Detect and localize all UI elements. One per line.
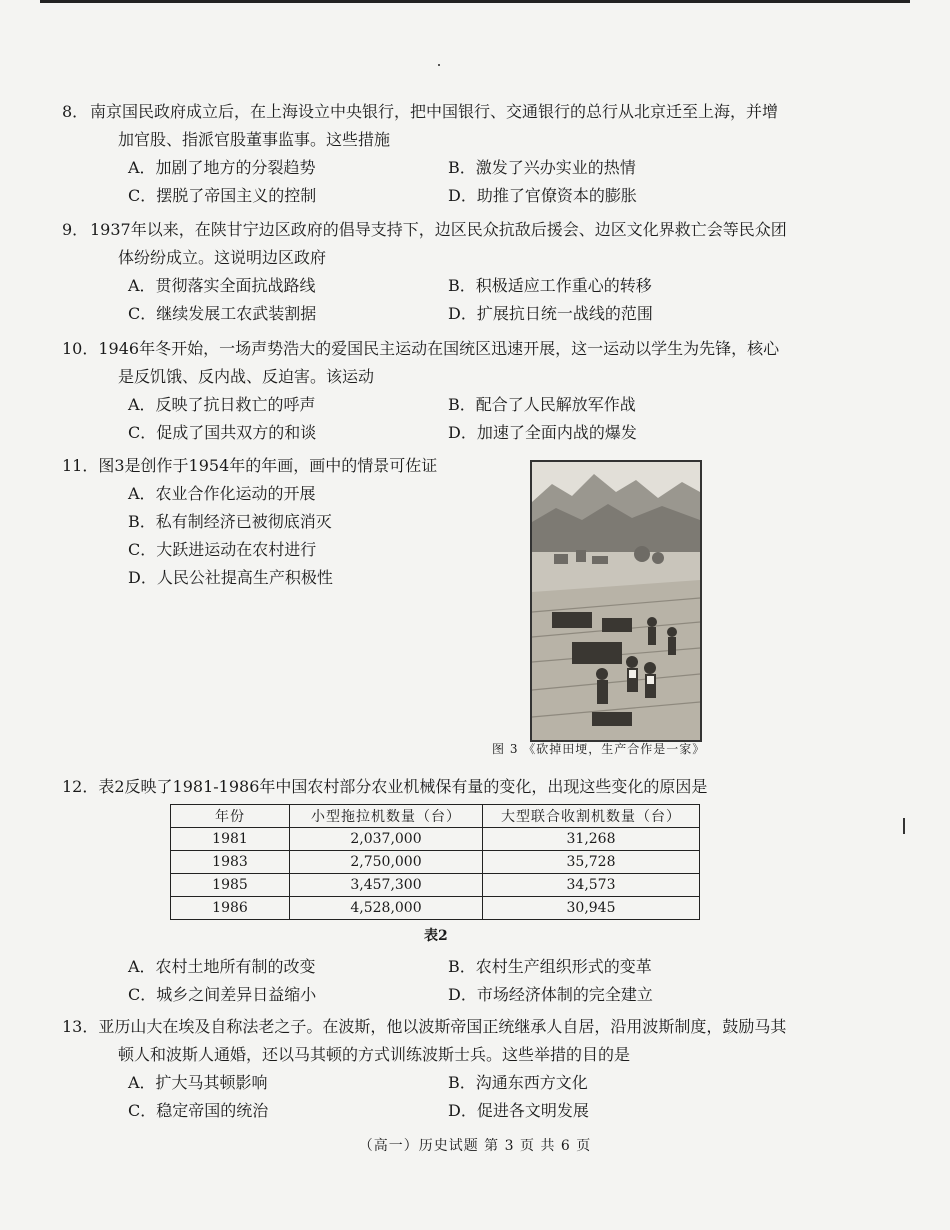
- question-number: 10．: [62, 339, 99, 358]
- option-b[interactable]: B．配合了人民解放军作战: [448, 395, 636, 414]
- cell-year: 1983: [171, 851, 290, 874]
- question-13: [62, 1013, 790, 1125]
- question-10: [62, 335, 790, 447]
- option-d[interactable]: D．人民公社提高生产积极性: [128, 568, 333, 587]
- page-footer: （高一）历史试题 第 3 页 共 6 页: [358, 1138, 592, 1154]
- option-b[interactable]: B．积极适应工作重心的转移: [448, 276, 652, 295]
- scan-speck: [438, 64, 440, 66]
- option-d[interactable]: D．促进各文明发展: [448, 1101, 589, 1120]
- question-stem: [62, 452, 520, 480]
- question-8: [62, 98, 790, 210]
- table-row: [171, 897, 700, 920]
- question-11: [62, 452, 520, 592]
- option-a[interactable]: A．加剧了地方的分裂趋势: [128, 158, 316, 177]
- figure-3-painting: [530, 460, 702, 742]
- option-c[interactable]: C．城乡之间差异日益缩小: [128, 985, 317, 1004]
- question-9: [62, 216, 790, 328]
- question-stem: [62, 773, 790, 801]
- header-year: 年份: [171, 805, 290, 828]
- header-large-harvesters: 大型联合收割机数量（台）: [483, 805, 700, 828]
- figure-caption: 图 3 《砍掉田埂，生产合作是一家》: [492, 742, 706, 756]
- cell-small-tractors: 4,528,000: [290, 897, 483, 920]
- option-c[interactable]: C．促成了国共双方的和谈: [128, 423, 317, 442]
- options: [128, 154, 790, 210]
- question-number: 12．: [62, 777, 99, 796]
- scan-edge-mark: [903, 818, 905, 834]
- option-c[interactable]: C．大跃进运动在农村进行: [128, 540, 317, 559]
- header-small-tractors: 小型拖拉机数量（台）: [290, 805, 483, 828]
- option-c[interactable]: C．摆脱了帝国主义的控制: [128, 186, 317, 205]
- cell-small-tractors: 3,457,300: [290, 874, 483, 897]
- table-row: [171, 828, 700, 851]
- option-d[interactable]: D．扩展抗日统一战线的范围: [448, 304, 653, 323]
- options: [128, 391, 790, 447]
- option-a[interactable]: A．反映了抗日救亡的呼声: [128, 395, 316, 414]
- question-text: 图3是创作于1954年的年画，画中的情景可佐证: [98, 456, 438, 475]
- question-stem: 8． 南京国民政府成立后，在上海设立中央银行，把中国银行、交通银行的总行从北京迁至上海，并增加官股、指派官股董事监事。这些措施: [62, 102, 779, 149]
- cell-small-tractors: 2,037,000: [290, 828, 483, 851]
- option-b[interactable]: B．私有制经济已被彻底消灭: [128, 512, 332, 531]
- option-c[interactable]: C．稳定帝国的统治: [128, 1101, 269, 1120]
- options: [128, 953, 790, 1009]
- cell-large-harvesters: 31,268: [483, 828, 700, 851]
- painting-illustration: [532, 462, 700, 740]
- option-a[interactable]: A．农村土地所有制的改变: [128, 957, 316, 976]
- option-a[interactable]: A．扩大马其顿影响: [128, 1073, 268, 1092]
- options: [128, 1069, 790, 1125]
- option-b[interactable]: B．沟通东西方文化: [448, 1073, 588, 1092]
- option-d[interactable]: D．市场经济体制的完全建立: [448, 985, 653, 1004]
- cell-large-harvesters: 35,728: [483, 851, 700, 874]
- question-number: 11．: [62, 456, 99, 475]
- question-text: 表2反映了1981-1986年中国农村部分农业机械保有量的变化，出现这些变化的原因是: [98, 777, 708, 796]
- question-stem: [62, 1013, 790, 1069]
- table-row: [171, 851, 700, 874]
- option-a[interactable]: A．贯彻落实全面抗战路线: [128, 276, 316, 295]
- option-d[interactable]: D．加速了全面内战的爆发: [448, 423, 637, 442]
- question-text: 1937年以来，在陕甘宁边区政府的倡导支持下，边区民众抗敌后援会、边区文化界救亡会等民众团体纷纷成立。这说明边区政府: [90, 220, 787, 267]
- top-border: [40, 0, 910, 3]
- option-b[interactable]: B．激发了兴办实业的热情: [448, 158, 636, 177]
- question-12-options: [90, 953, 790, 1009]
- option-d[interactable]: D．助推了官僚资本的膨胀: [448, 186, 637, 205]
- option-a[interactable]: A．农业合作化运动的开展: [128, 484, 316, 503]
- cell-year: 1985: [171, 874, 290, 897]
- question-text: 亚历山大在埃及自称法老之子。在波斯，他以波斯帝国正统继承人自居，沿用波斯制度，鼓励马其顿人和波斯人通婚，还以马其顿的方式训练波斯士兵。这些举措的目的是: [98, 1017, 787, 1064]
- cell-large-harvesters: 30,945: [483, 897, 700, 920]
- options: [128, 272, 790, 328]
- question-text: 1946年冬开始，一场声势浩大的爱国民主运动在国统区迅速开展，这一运动以学生为先锋，核心是反饥饿、反内战、反迫害。该运动: [98, 339, 780, 386]
- cell-small-tractors: 2,750,000: [290, 851, 483, 874]
- question-number: 13．: [62, 1017, 99, 1036]
- cell-large-harvesters: 34,573: [483, 874, 700, 897]
- options: [128, 480, 520, 592]
- question-stem: 9． 1937年以来，在陕甘宁边区政府的倡导支持下，边区民众抗敌后援会、边区文化界救亡会等民众团体纷纷成立。这说明边区政府: [62, 220, 787, 267]
- table-2: [170, 804, 700, 920]
- option-c[interactable]: C．继续发展工农武装割据: [128, 304, 317, 323]
- table-caption: 表2: [424, 928, 448, 944]
- question-text: 南京国民政府成立后，在上海设立中央银行，把中国银行、交通银行的总行从北京迁至上海，并增加官股、指派官股董事监事。这些措施: [90, 102, 779, 149]
- option-b[interactable]: B．农村生产组织形式的变革: [448, 957, 652, 976]
- table-header-row: [171, 805, 700, 828]
- question-12: [62, 773, 790, 801]
- question-stem: [62, 335, 790, 391]
- cell-year: 1981: [171, 828, 290, 851]
- table-row: [171, 874, 700, 897]
- cell-year: 1986: [171, 897, 290, 920]
